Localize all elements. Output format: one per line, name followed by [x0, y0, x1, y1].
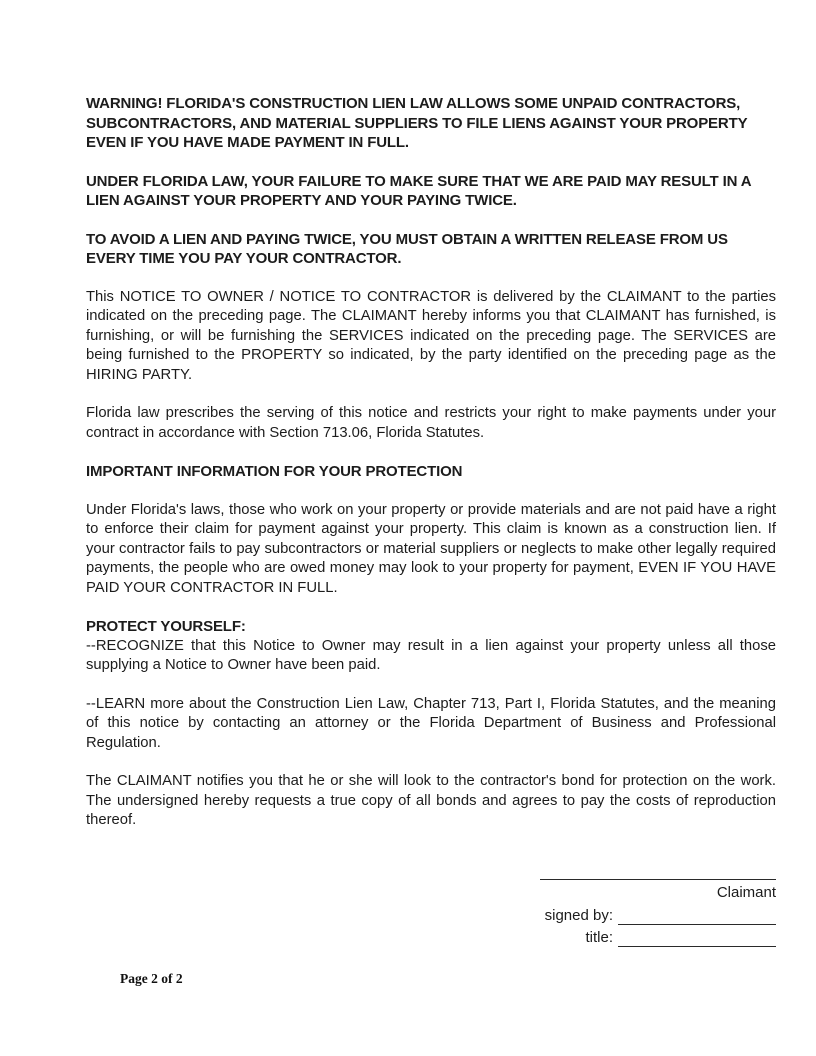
claimant-bond-paragraph: The CLAIMANT notifies you that he or she will look to the contractor's bond for protection on the work. The undersigned hereby requests a true copy of all bonds and agrees to pay the costs of reproduction thereof. — [86, 773, 776, 828]
title-row — [540, 928, 776, 947]
claimant-signature-line[interactable] — [540, 871, 776, 880]
florida-law-paragraph: Florida law prescribes the serving of this notice and restricts your right to make payments under your contract in accordance with Section 713.06, Florida Statutes. — [86, 405, 776, 441]
important-information-paragraph: Under Florida's laws, those who work on your property or provide materials and are not paid have a right to enforce their claim for payment against your property. This claim is known as a construction lien. If your contractor fails to pay subcontractors or material suppliers or neglects to make other legally required payments, the people who are owed money may look to your property for payment, EVEN IF YOU HAVE PAID YOUR CONTRACTOR IN FULL. — [86, 501, 776, 596]
warning-paragraph-3: TO AVOID A LIEN AND PAYING TWICE, YOU MUST OBTAIN A WRITTEN RELEASE FROM US EVERY TIME YOU PAY YOUR CONTRACTOR. — [86, 230, 728, 267]
document-body — [86, 94, 776, 850]
notice-to-owner-paragraph: This NOTICE TO OWNER / NOTICE TO CONTRACTOR is delivered by the CLAIMANT to the parties indicated on the preceding page. The CLAIMANT hereby informs you that CLAIMANT has furnished, is furnishing, or will be furnishing the SERVICES indicated on the preceding page. The SERVICES are being furnished to the PROPERTY so indicated, by the party identified on the preceding page as the HIRING PARTY. — [86, 288, 776, 383]
signed-by-fill-line[interactable] — [618, 909, 776, 925]
page-number: Page 2 of 2 — [120, 971, 183, 986]
warning-paragraph-2: UNDER FLORIDA LAW, YOUR FAILURE TO MAKE SURE THAT WE ARE PAID MAY RESULT IN A LIEN AGAINST YOUR PROPERTY AND YOUR PAYING TWICE. — [86, 172, 751, 209]
warning-paragraph-1: WARNING! FLORIDA'S CONSTRUCTION LIEN LAW ALLOWS SOME UNPAID CONTRACTORS, SUBCONTRACTORS, AND MATERIAL SUPPLIERS TO FILE LIENS AGAINST YOUR PROPERTY EVEN IF YOU HAVE MADE PAYMENT IN FULL. — [86, 95, 748, 151]
signed-by-row — [540, 906, 776, 925]
claimant-label: Claimant — [716, 884, 776, 901]
signed-by-label: signed by: — [544, 907, 613, 924]
signature-block — [540, 871, 776, 947]
learn-paragraph: --LEARN more about the Construction Lien Law, Chapter 713, Part I, Florida Statutes, and the meaning of this notice by contacting an attorney or the Florida Department of Business and Professional Regulation. — [86, 695, 776, 751]
title-label: title: — [585, 929, 613, 946]
title-fill-line[interactable] — [618, 931, 776, 947]
recognize-paragraph: --RECOGNIZE that this Notice to Owner may result in a lien against your property unless all those supplying a Notice to Owner have been paid. — [86, 637, 776, 673]
important-information-heading: IMPORTANT INFORMATION FOR YOUR PROTECTION — [86, 463, 463, 480]
protect-yourself-heading: PROTECT YOURSELF: — [86, 618, 246, 635]
